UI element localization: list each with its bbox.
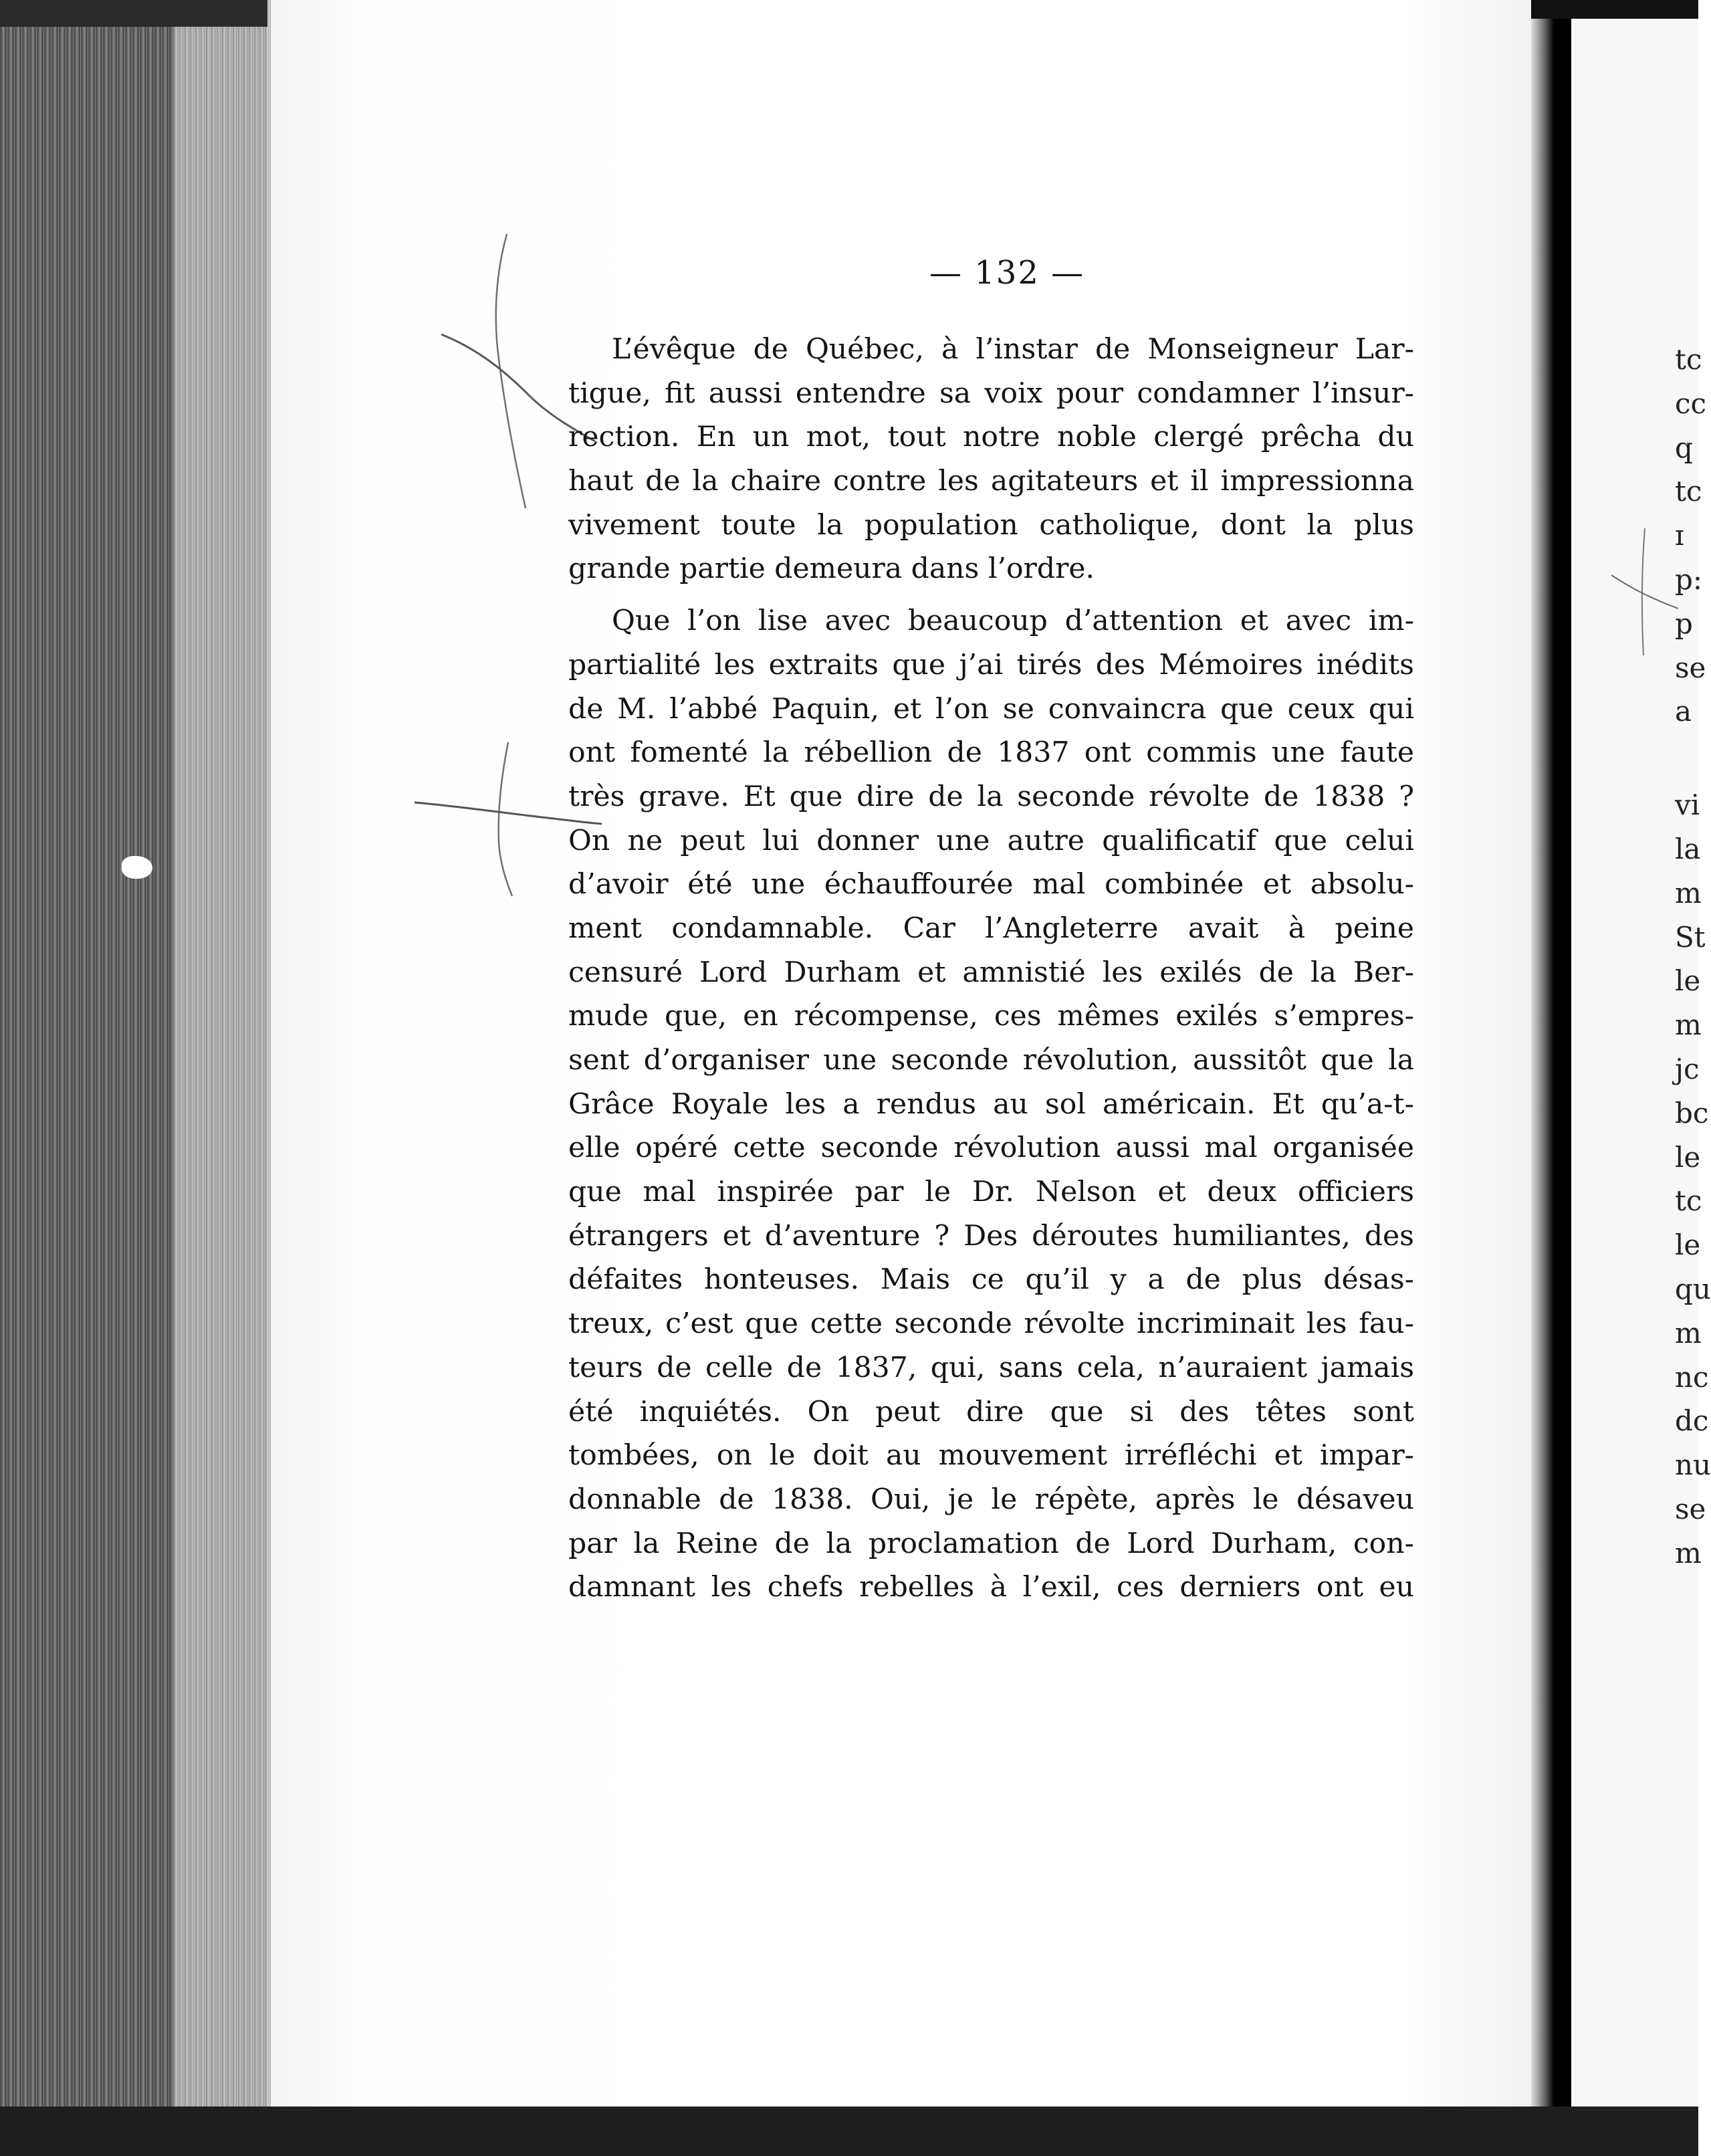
fragment-line: tc (1675, 343, 1702, 376)
text-line: que mal inspirée par le Dr. Nelson et deux officiers (568, 1176, 1414, 1209)
text-line: ont fomenté la rébellion de 1837 ont commis une faute (568, 736, 1414, 770)
body-text (568, 328, 1414, 1610)
text-line: damnant les chefs rebelles à l’exil, ces derniers ont eu (568, 1571, 1414, 1604)
text-line: teurs de celle de 1837, qui, sans cela, n’auraient jamais (568, 1351, 1414, 1384)
book-gutter (1531, 0, 1571, 2107)
text-line: par la Reine de la proclamation de Lord Durham, con- (568, 1527, 1414, 1560)
fragment-line: le (1675, 1228, 1701, 1262)
scan-border-bottom (0, 2107, 1698, 2156)
text-line: partialité les extraits que j’ai tirés des Mémoires inédits (568, 648, 1414, 681)
text-line: haut de la chaire contre les agitateurs et il impressionna (568, 465, 1414, 498)
text-line: mude que, en récompense, ces mêmes exilés s’empres- (568, 1000, 1414, 1033)
fragment-line: q (1675, 431, 1693, 464)
fragment-line: le (1675, 1140, 1701, 1174)
fragment-line: se (1675, 651, 1706, 684)
fragment-line: vi (1675, 788, 1700, 822)
text-line: d’avoir été une échauffourée mal combinée et absolu- (568, 868, 1414, 901)
text-line: censuré Lord Durham et amnistié les exilés de la Ber- (568, 956, 1414, 989)
text-line: défaites honteuses. Mais ce qu’il y a de plus désas- (568, 1263, 1414, 1297)
scan-border-top-right (1531, 0, 1698, 19)
fragment-line: bc (1675, 1096, 1709, 1129)
text-line: tigue, fit aussi entendre sa voix pour condamner l’insur- (568, 376, 1414, 410)
text-line: donnable de 1838. Oui, je le répète, après le désaveu (568, 1483, 1414, 1516)
fragment-line: m (1675, 1316, 1702, 1350)
fragment-line: tc (1675, 475, 1702, 508)
fragment-line: p: (1675, 562, 1703, 596)
fragment-line: a (1675, 695, 1692, 728)
text-line: de M. l’abbé Paquin, et l’on se convaincra que ceux qui (568, 692, 1414, 726)
fragment-line: se (1675, 1492, 1706, 1525)
text-line: ment condamnable. Car l’Angleterre avait à peine (568, 911, 1414, 945)
fragment-line: nu (1675, 1448, 1711, 1482)
fragment-line: jc (1675, 1052, 1700, 1085)
fragment-line: m (1675, 1536, 1702, 1570)
fragment-line: cc (1675, 387, 1707, 420)
fragment-line: la (1675, 832, 1701, 865)
facing-page-text-fragments (1675, 338, 1711, 1576)
text-line: L’évêque de Québec, à l’instar de Monseigneur Lar- (612, 333, 1414, 366)
paper-blemish (122, 856, 152, 879)
text-line: On ne peut lui donner une autre qualificatif que celui (568, 824, 1414, 857)
text-line: rection. En un mot, tout notre noble clergé prêcha du (568, 421, 1414, 454)
text-line: Que l’on lise avec beaucoup d’attention et avec im- (612, 605, 1414, 638)
text-line: étrangers et d’aventure ? Des déroutes humiliantes, des (568, 1219, 1414, 1253)
scan-border-top (0, 0, 267, 27)
text-line: tombées, on le doit au mouvement irréfléchi et impar- (568, 1439, 1414, 1473)
fragment-line: p (1675, 607, 1693, 640)
page-stack-edge-highlight (174, 0, 274, 2156)
fragment-line: m (1675, 876, 1702, 909)
fragment-line: qu (1675, 1272, 1711, 1305)
pencil-mark-right-page (1605, 522, 1685, 669)
text-line: été inquiétés. On peut dire que si des têtes sont (568, 1395, 1414, 1428)
text-line: sent d’organiser une seconde révolution, aussitôt que la (568, 1044, 1414, 1077)
text-line: Grâce Royale les a rendus au sol américain. Et qu’a-t- (568, 1087, 1414, 1121)
text-line: elle opéré cette seconde révolution aussi mal organisée (568, 1131, 1414, 1165)
text-line: très grave. Et que dire de la seconde révolte de 1838 ? (568, 780, 1414, 813)
text-line: treux, c’est que cette seconde révolte incriminait les fau- (568, 1307, 1414, 1341)
fragment-line: ɪ (1675, 519, 1684, 552)
fragment-line: m (1675, 1008, 1702, 1042)
text-line: grande partie demeura dans l’ordre. (568, 552, 1095, 586)
fragment-line: le (1675, 964, 1701, 998)
page-number: — 132 — (929, 254, 1085, 292)
fragment-line: tc (1675, 1184, 1702, 1218)
fragment-line: St (1675, 920, 1706, 954)
fragment-line: nc (1675, 1360, 1709, 1394)
text-line: vivement toute la population catholique, dont la plus (568, 508, 1414, 542)
fragment-line: dc (1675, 1404, 1709, 1438)
